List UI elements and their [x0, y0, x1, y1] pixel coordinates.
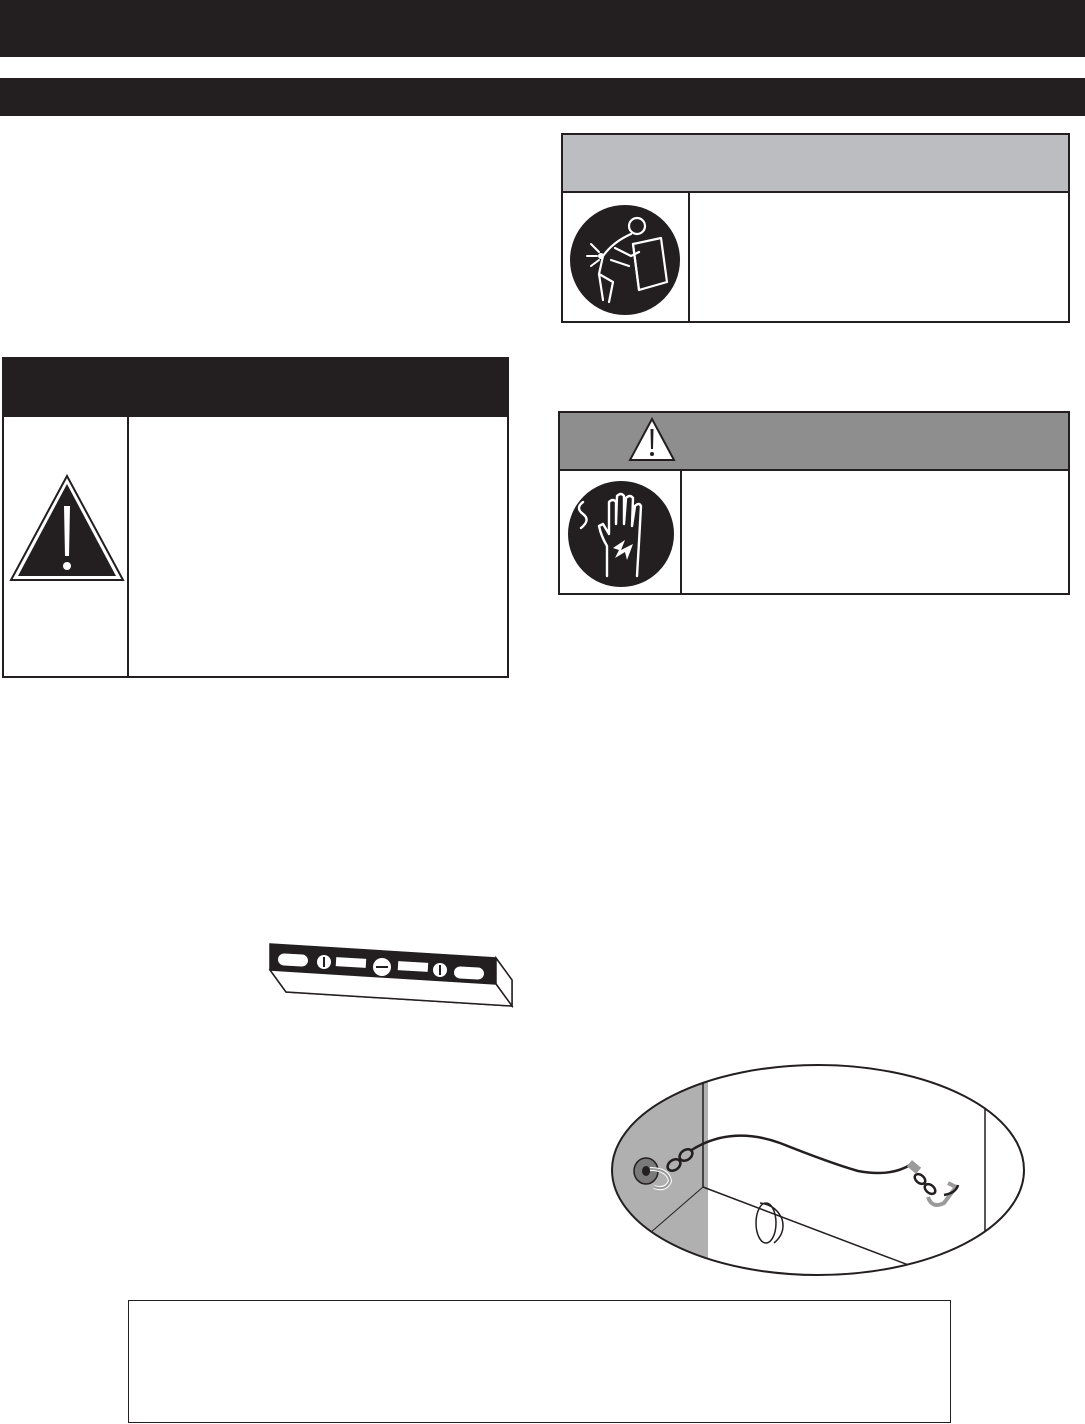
spirit-level-icon: [264, 940, 516, 1008]
warning-triangle-icon: [9, 474, 125, 584]
electrical-warning-box: [558, 411, 1070, 595]
heavy-lifting-icon: [569, 204, 681, 316]
warning-triangle-small-icon: [628, 417, 676, 462]
electrical-warning-divider: [680, 469, 682, 593]
caution-box-header: [4, 359, 507, 417]
note-box: [128, 1300, 951, 1423]
caution-box-divider: [127, 417, 129, 676]
electric-shock-hand-icon: [567, 480, 675, 588]
caution-box: [2, 357, 509, 678]
lifting-warning-header-rule: [563, 191, 1068, 193]
anti-tip-cable-illustration: [610, 1063, 1026, 1277]
lifting-warning-box: [561, 133, 1070, 323]
top-title-bar: [0, 0, 1085, 57]
lifting-warning-header: [563, 135, 1068, 191]
lifting-warning-divider: [688, 191, 690, 321]
section-header-bar: [0, 78, 1085, 116]
electrical-warning-header-rule: [560, 469, 1068, 471]
